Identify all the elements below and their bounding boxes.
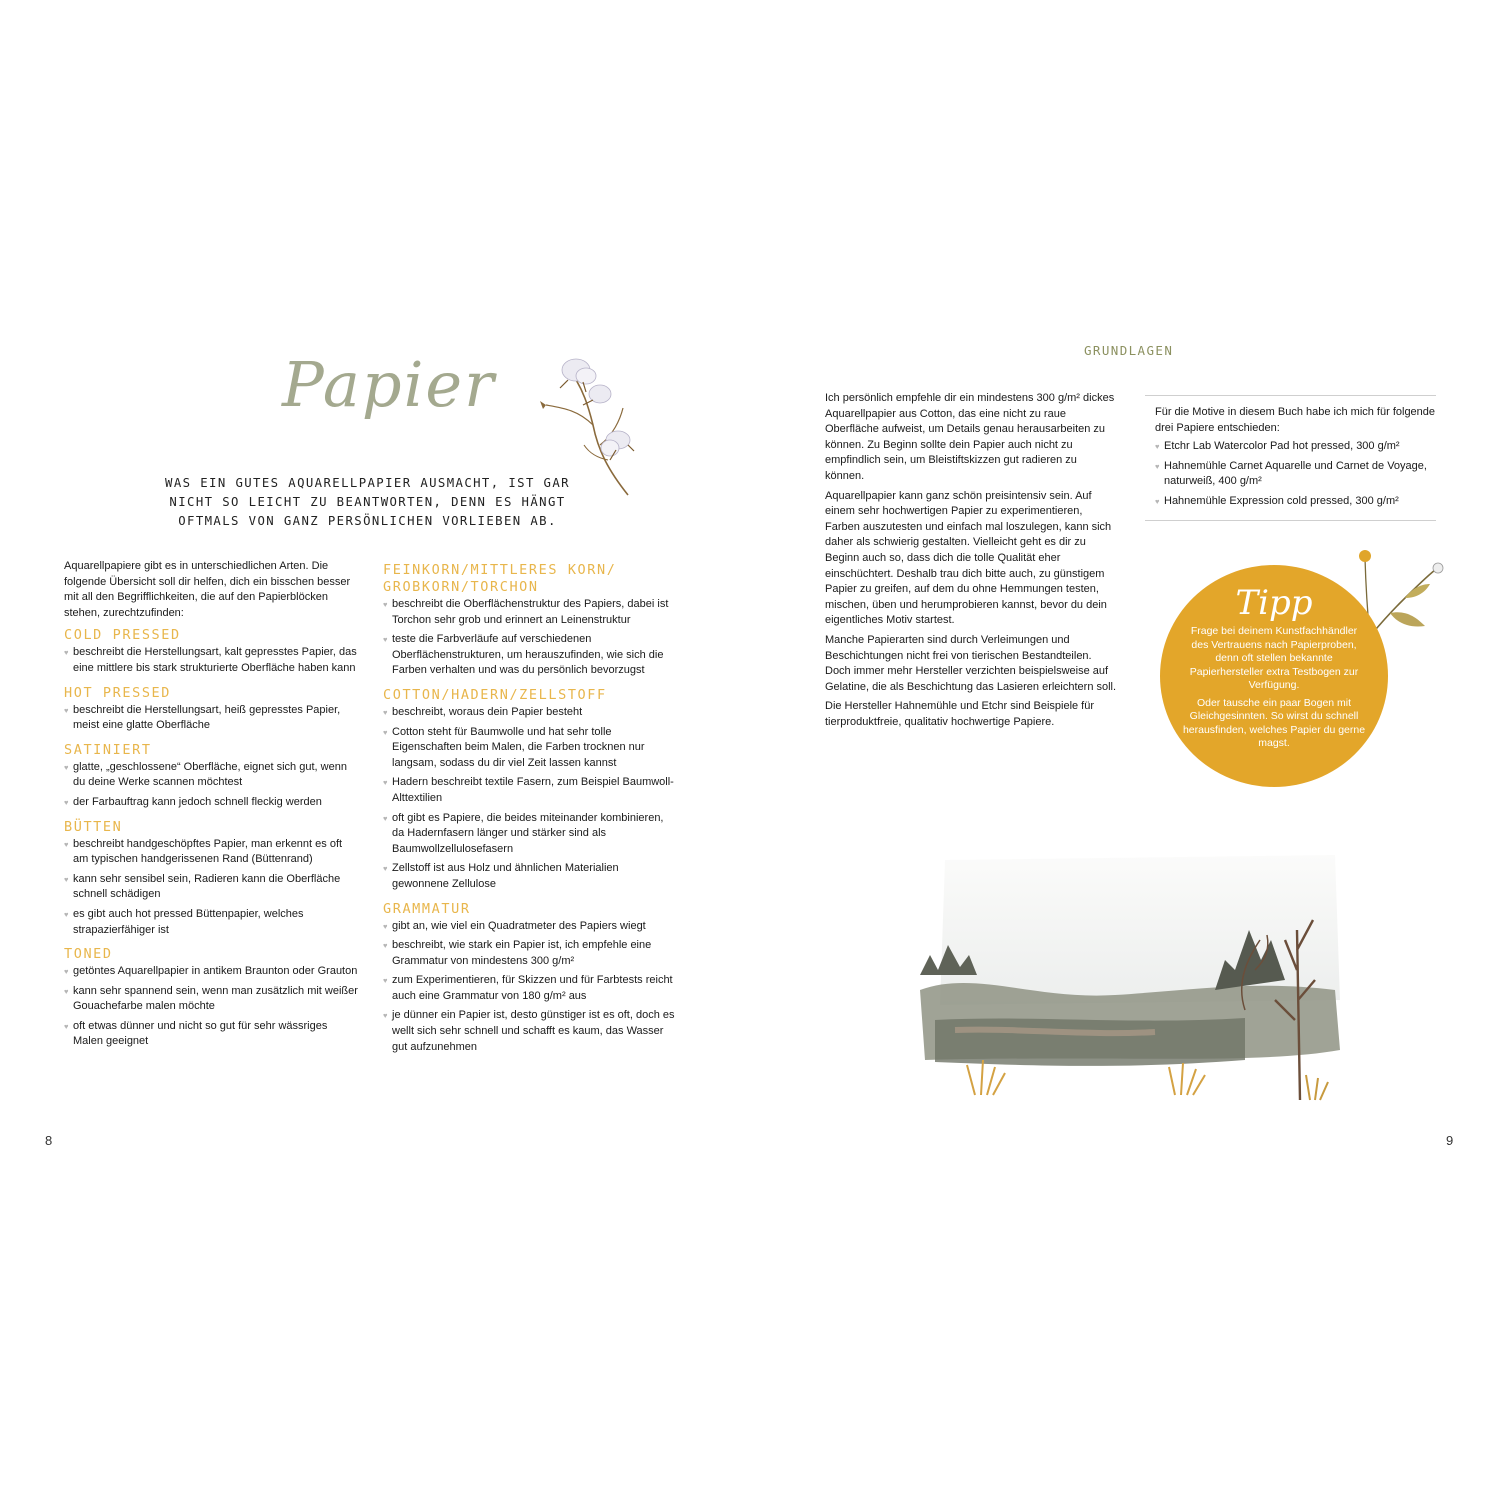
bullet-item: ♥ Zellstoff ist aus Holz und ähnlichen Materialien gewonnene Zellulose (383, 861, 678, 892)
section-heading: SATINIERT (64, 741, 152, 758)
bullet-item: ♥ kann sehr spannend sein, wenn man zusätzlich mit weißer Gouachefarbe malen möchte (64, 984, 359, 1015)
right-text-column (825, 391, 1117, 730)
section-heading: GRAMMATUR (383, 900, 471, 917)
bullet-item: ♥ Cotton steht für Baumwolle und hat sehr tolle Eigenschaften beim Malen, die Farben trocknen nur langsam, sodass du dir viel Zeit lassen kannst (383, 725, 678, 772)
left-column (64, 559, 359, 1054)
body-paragraph: Aquarellpapier kann ganz schön preisintensiv sein. Auf einem sehr hochwertigen Papier zu experimentieren, Farben auszutesten und einfach mal loszulegen, kann sich daher als schwierig gestalten. Vielleicht geht es dir zu Beginn auch so, dass dich die tolle Qualität eher einschüchtert. Deshalb trau dich bitte auch, zu günstigem Papier zu greifen, auf dem du ohne Hemmungen testen, mischen, üben und herumprobieren kannst, bevor du dein eigentliches Motiv startest. (825, 489, 1112, 627)
bullet-item: ♥ oft etwas dünner und nicht so gut für sehr wässriges Malen geeignet (64, 1019, 359, 1050)
body-paragraph: Die Hersteller Hahnemühle und Etchr sind Beispiele für tierproduktfreie, qualitativ hochwertige Papiere. (825, 700, 1095, 728)
subtitle (140, 474, 595, 531)
page-title: Papier (282, 348, 496, 421)
bullet-item: ♥ getöntes Aquarellpapier in antikem Braunton oder Grauton (64, 964, 359, 980)
bullet-item: ♥ zum Experimentieren, für Skizzen und für Farbtests reicht auch eine Grammatur von 180 g/m² aus (383, 973, 678, 1004)
middle-column (383, 556, 678, 1059)
bullet-list (383, 705, 678, 893)
bullet-item: ♥ beschreibt die Oberflächenstruktur des Papiers, dabei ist Torchon sehr grob und erinnert an Leinenstruktur (383, 597, 678, 628)
bullet-item: ♥ beschreibt, wie stark ein Papier ist, ich empfehle eine Grammatur von mindestens 300 g/m² (383, 938, 678, 969)
section-header: GRUNDLAGEN (1084, 343, 1174, 358)
paper-item: ♥ Hahnemühle Carnet Aquarelle und Carnet de Voyage, naturweiß, 400 g/m² (1155, 459, 1436, 490)
tipp-text: Frage bei deinem Kunstfachhändler des Vertrauens nach Papierproben, denn oft stellen bekannte Papierhersteller extra Testbogen zur Verfügung. (1189, 625, 1359, 691)
section-heading: FEINKORN/MITTLERES KORN/ GROBKORN/TORCHON (383, 562, 617, 595)
bullet-item: ♥ Hadern beschreibt textile Fasern, zum Beispiel Baumwoll-Alttextilien (383, 775, 678, 806)
section-heading: TONED (64, 946, 113, 963)
subtitle-line: NICHT SO LEICHT ZU BEANTWORTEN, DENN ES HÄNGT (169, 495, 566, 509)
bullet-list (64, 760, 359, 811)
tipp-text: Oder tausche ein paar Bogen mit Gleichgesinnten. So wirst du schnell herausfinden, welches Papier du gerne magst. (1182, 696, 1366, 749)
watercolor-landscape-illustration (915, 850, 1350, 1110)
page-number-right: 9 (1446, 1133, 1454, 1148)
intro-paragraph: Aquarellpapiere gibt es in unterschiedlichen Arten. Die folgende Übersicht soll dir helfen, dich ein bisschen besser mit all den Begrifflichkeiten, die auf den Papierblöcken stehen, zurechtzufinden: (64, 560, 351, 619)
section-heading: COTTON/HADERN/ZELLSTOFF (383, 686, 607, 703)
section-heading: BÜTTEN (64, 818, 123, 835)
tipp-callout (1160, 565, 1388, 787)
bullet-item: ♥ es gibt auch hot pressed Büttenpapier, welches strapazierfähiger ist (64, 907, 359, 938)
box-intro: Für die Motive in diesem Buch habe ich mich für folgende drei Papiere entschieden: (1155, 406, 1436, 434)
bullet-item: ♥ oft gibt es Papiere, die beides miteinander kombinieren, da Hadernfasern länger und stärker sind als Baumwollzellulosefasern (383, 811, 678, 858)
bullet-item: ♥ glatte, „geschlossene“ Oberfläche, eignet sich gut, wenn du deine Werke scannen möchtest (64, 760, 359, 791)
paper-item: ♥ Etchr Lab Watercolor Pad hot pressed, 300 g/m² (1155, 439, 1436, 455)
bullet-list (64, 645, 359, 676)
bullet-list (64, 837, 359, 939)
bullet-item: ♥ gibt an, wie viel ein Quadratmeter des Papiers wiegt (383, 919, 678, 935)
bullet-item: ♥ teste die Farbverläufe auf verschiedenen Oberflächenstrukturen, um herauszufinden, wie sich die Farben verhalten und was du persönlich bevorzugst (383, 632, 678, 679)
paper-list (1155, 439, 1436, 509)
bullet-list (64, 703, 359, 734)
paper-item: ♥ Hahnemühle Expression cold pressed, 300 g/m² (1155, 494, 1436, 510)
section-heading: HOT PRESSED (64, 684, 172, 701)
tipp-title: Tipp (1235, 583, 1313, 623)
bullet-list (64, 964, 359, 1050)
bullet-item: ♥ beschreibt die Herstellungsart, kalt gepresstes Papier, das eine mittlere bis stark strukturierte Oberfläche haben kann (64, 645, 359, 676)
bullet-item: ♥ beschreibt die Herstellungsart, heiß gepresstes Papier, meist eine glatte Oberfläche (64, 703, 359, 734)
body-paragraph: Manche Papierarten sind durch Verleimungen und Beschichtungen nicht frei von tierischen Bestandteilen. Doch immer mehr Hersteller verzichten beispielsweise auf Gelatine, die als Beschichtung das Lasieren erleichtern soll. (825, 633, 1117, 693)
bullet-item: ♥ beschreibt handgeschöpftes Papier, man erkennt es oft am typischen handgerissenen Rand (Büttenrand) (64, 837, 359, 868)
subtitle-line: OFTMALS VON GANZ PERSÖNLICHEN VORLIEBEN AB. (178, 514, 557, 528)
page-number-left: 8 (45, 1133, 53, 1148)
bullet-item: ♥ der Farbauftrag kann jedoch schnell fleckig werden (64, 795, 359, 811)
bullet-item: ♥ je dünner ein Papier ist, desto günstiger ist es oft, doch es wellt sich sehr schnell und schafft es kaum, das Wasser gut aufzunehmen (383, 1008, 678, 1055)
bullet-item: ♥ kann sehr sensibel sein, Radieren kann die Oberfläche schnell schädigen (64, 872, 359, 903)
subtitle-line: WAS EIN GUTES AQUARELLPAPIER AUSMACHT, IST GAR (165, 476, 570, 490)
paper-recommendation-box (1145, 395, 1436, 521)
bullet-list (383, 919, 678, 1056)
bullet-item: ♥ beschreibt, woraus dein Papier besteht (383, 705, 678, 721)
bullet-list (383, 597, 678, 679)
section-heading: COLD PRESSED (64, 627, 181, 644)
body-paragraph: Ich persönlich empfehle dir ein mindestens 300 g/m² dickes Aquarellpapier aus Cotton, das eine nicht zu raue Oberfläche aufweist, um Details genau herausarbeiten zu können. Zu Beginn sollte dein Papier auch nicht zu empfindlich sein, um Bleistiftskizzen gut radieren zu können. (825, 392, 1115, 482)
